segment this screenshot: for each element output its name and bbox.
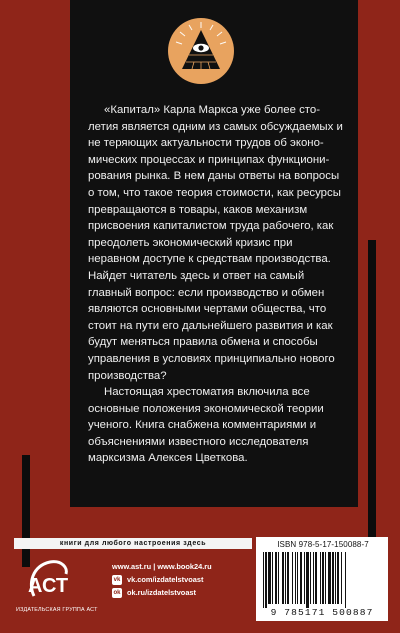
publisher-links (112, 560, 212, 599)
website-link[interactable] (112, 560, 212, 573)
barcode (261, 552, 383, 608)
barcode-digits: 9 785171 500887 (270, 607, 374, 618)
ok-link[interactable] (112, 586, 212, 599)
eye-pyramid-icon (168, 18, 234, 84)
ast-logo-icon (22, 556, 72, 600)
isbn-number: ISBN 978-5-17-150088-7 (277, 540, 369, 549)
ok-icon: ok (113, 589, 121, 596)
decorative-stripe (368, 240, 376, 568)
vk-link-text[interactable]: vk.com/izdatelstvoast (127, 575, 204, 584)
description-paragraph: Настоящая хрестоматия включила все основные положения экономической теории ученого. Книга снабжена комментариями и объяснениями известного исследователя марксизма Алексея Цветкова. (88, 386, 324, 465)
logo-text: АСТ (28, 575, 69, 597)
vk-icon: vk (113, 576, 121, 583)
book-description (88, 102, 344, 467)
slogan-banner: книги для любого настроения здесь (14, 538, 252, 549)
publisher-logo (16, 556, 98, 620)
ok-link-text[interactable]: ok.ru/izdatelstvoast (127, 588, 196, 597)
website-link-text[interactable]: www.ast.ru | www.book24.ru (112, 562, 212, 571)
description-paragraph: «Капитал» Карла Маркса уже более столетия является одним из самых обсуждаемых и не теряющих актуальности трудов об экономических процессах и принципах функционирования рынка. В нем даны ответы на вопросы о том, что такое теория стоимости, как ресурсы превращаются в товары, каков механизм присвоения капиталистом труда рабочего, как преодолеть экономический кризис при неравном доступе к средствам производства. Найдет читатель здесь и ответ на самый главный вопрос: если производство и обмен являются основными чертами общества, что стоит на пути его дальнейшего развития и как будут меняться правила обмена и способы управления в условиях принципиально нового производства? (88, 104, 343, 382)
decorative-stripe (22, 455, 30, 567)
publisher-name: ИЗДАТЕЛЬСКАЯ ГРУППА АСТ (16, 607, 98, 613)
isbn-block (256, 537, 388, 621)
vk-link[interactable] (112, 573, 212, 586)
